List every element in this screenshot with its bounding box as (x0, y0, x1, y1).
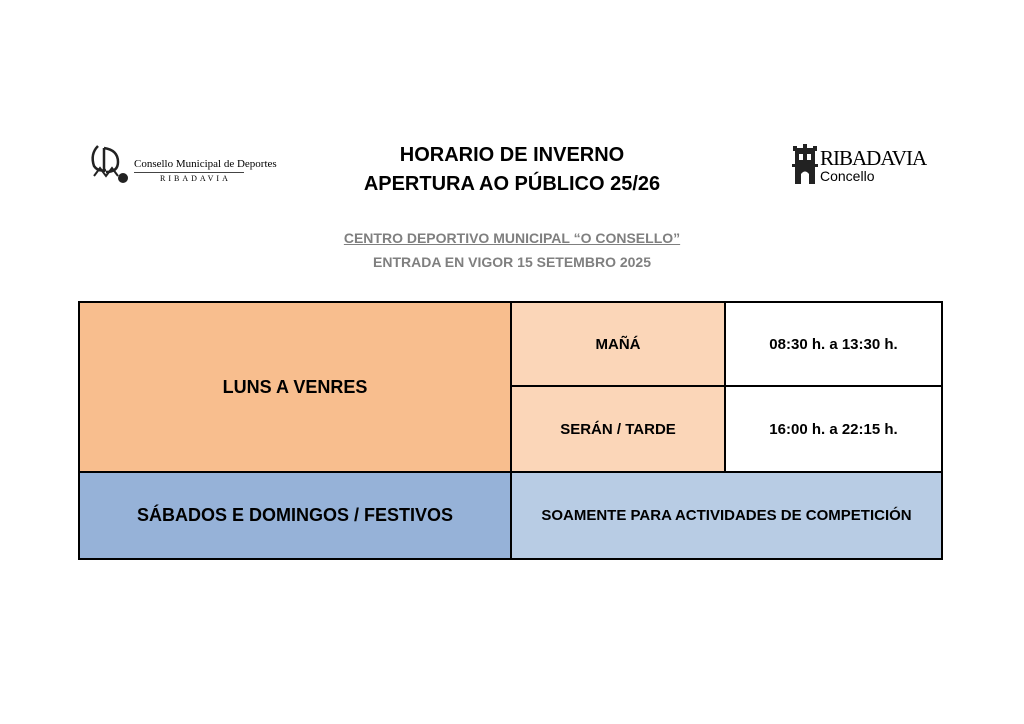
weekend-note-cell: SOAMENTE PARA ACTIVIDADES DE COMPETICIÓN (511, 472, 942, 559)
logo-right-line2: Concello (820, 168, 875, 184)
logo-left-line1: Consello Municipal de Deportes (134, 158, 277, 170)
effective-date: ENTRADA EN VIGOR 15 SETEMBRO 2025 (373, 254, 651, 270)
logo-left-line2: RIBADAVIA (160, 174, 231, 183)
morning-label-cell: MAÑÁ (511, 302, 725, 386)
afternoon-label-cell: SERÁN / TARDE (511, 386, 725, 472)
weekdays-cell: LUNS A VENRES (79, 302, 511, 472)
afternoon-hours-cell: 16:00 h. a 22:15 h. (725, 386, 942, 472)
table-row (79, 472, 942, 559)
logo-right-line1: RIBADAVIA (820, 146, 927, 170)
page-title-line2: APERTURA AO PÚBLICO 25/26 (363, 173, 661, 195)
page-title: HORARIO DE INVERNO (399, 144, 625, 166)
table-row (79, 302, 942, 386)
facility-name: CENTRO DEPORTIVO MUNICIPAL “O CONSELLO” (343, 230, 681, 246)
morning-hours-cell: 08:30 h. a 13:30 h. (725, 302, 942, 386)
schedule-table (78, 301, 943, 560)
weekend-cell: SÁBADOS E DOMINGOS / FESTIVOS (79, 472, 511, 559)
